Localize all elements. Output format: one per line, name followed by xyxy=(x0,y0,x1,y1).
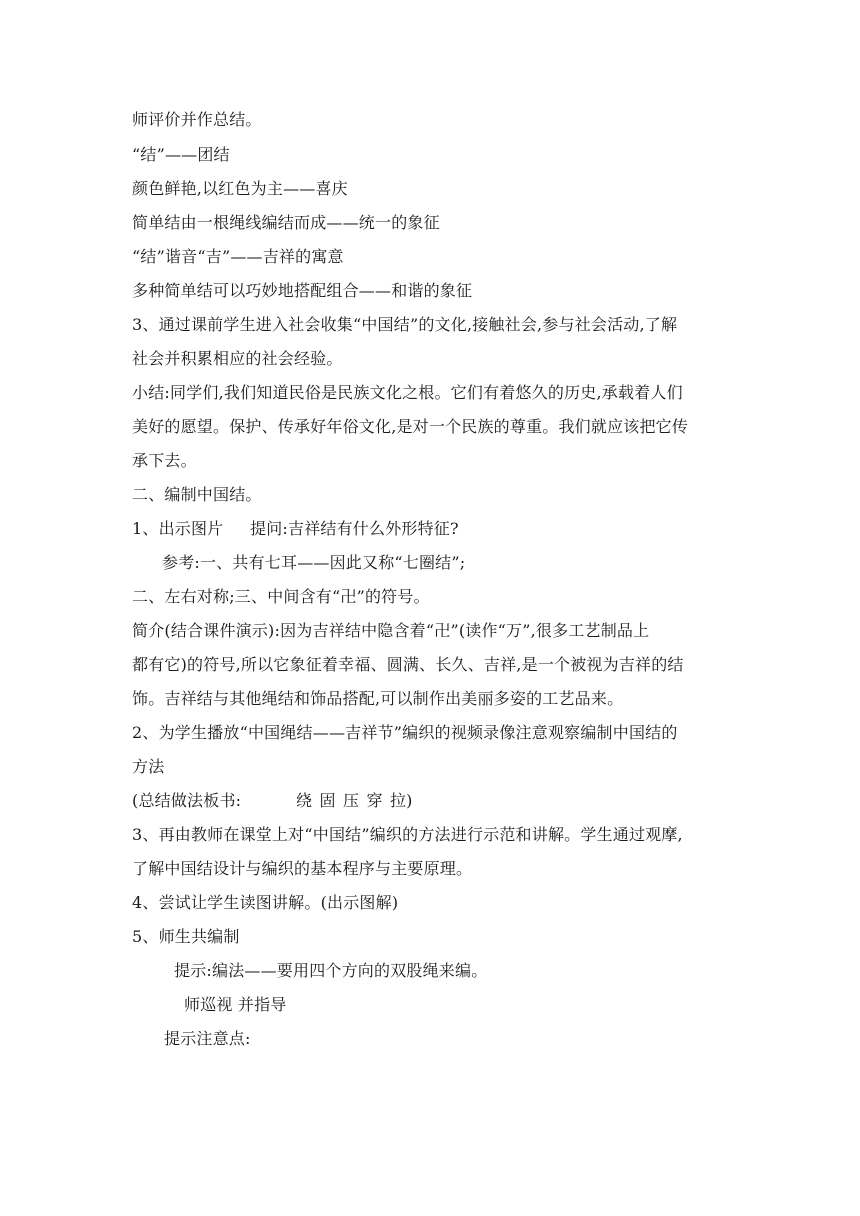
text-line: 简介(结合课件演示):因为吉祥结中隐含着“卍”(读作“万”,很多工艺制品上 xyxy=(132,621,650,640)
text-line: 颜色鲜艳,以红色为主——喜庆 xyxy=(132,179,348,198)
text-line: 3、通过课前学生进入社会收集“中国结”的文化,接触社会,参与社会活动,了解 xyxy=(132,315,678,334)
text-line: 师评价并作总结。 xyxy=(132,110,262,129)
text-line: 3、再由教师在课堂上对“中国结”编织的方法进行示范和讲解。学生通过观摩, xyxy=(132,825,683,844)
section-heading: 二、编制中国结。 xyxy=(132,485,262,504)
text-line: 小结:同学们,我们知道民俗是民族文化之根。它们有着悠久的历史,承载着人们 xyxy=(132,383,683,402)
text-line: 了解中国结设计与编织的基本程序与主要原理。 xyxy=(132,859,473,878)
text-line: (总结做法板书: xyxy=(132,791,242,810)
text-line: 提问:吉祥结有什么外形特征? xyxy=(250,519,459,538)
text-line: “结”谐音“吉”——吉祥的寓意 xyxy=(132,247,344,266)
text-line: 多种简单结可以巧妙地搭配组合——和谐的象征 xyxy=(132,281,473,300)
text-line: 提示注意点: xyxy=(164,1029,251,1048)
text-line: 5、师生共编制 xyxy=(132,927,240,946)
text-line: 1、出示图片 xyxy=(132,519,224,538)
text-line: 参考:一、共有七耳——因此又称“七圈结”; xyxy=(162,553,466,572)
text-line: 方法 xyxy=(132,757,165,776)
text-line: 美好的愿望。保护、传承好年俗文化,是对一个民族的尊重。我们就应该把它传 xyxy=(132,417,689,436)
text-line: 提示:编法——要用四个方向的双股绳来编。 xyxy=(174,961,488,980)
text-line: 2、为学生播放“中国绳结——吉祥节”编织的视频录像注意观察编制中国结的 xyxy=(132,723,678,742)
text-line: 都有它)的符号,所以它象征着幸福、圆满、长久、吉祥,是一个被视为吉祥的结 xyxy=(132,655,684,674)
text-line: 饰。吉祥结与其他绳结和饰品搭配,可以制作出美丽多姿的工艺品来。 xyxy=(132,689,624,708)
text-line: 二、左右对称;三、中间含有“卍”的符号。 xyxy=(132,587,430,606)
text-line: 简单结由一根绳线编结而成——统一的象征 xyxy=(132,213,440,232)
text-line: 绕 固 压 穿 拉) xyxy=(296,791,413,810)
text-line: 师巡视 并指导 xyxy=(184,995,287,1014)
text-line: 社会并积累相应的社会经验。 xyxy=(132,349,343,368)
text-line: “结”——团结 xyxy=(132,145,230,164)
text-line: 承下去。 xyxy=(132,451,197,470)
text-line: 4、尝试让学生读图讲解。(出示图解) xyxy=(132,893,399,912)
